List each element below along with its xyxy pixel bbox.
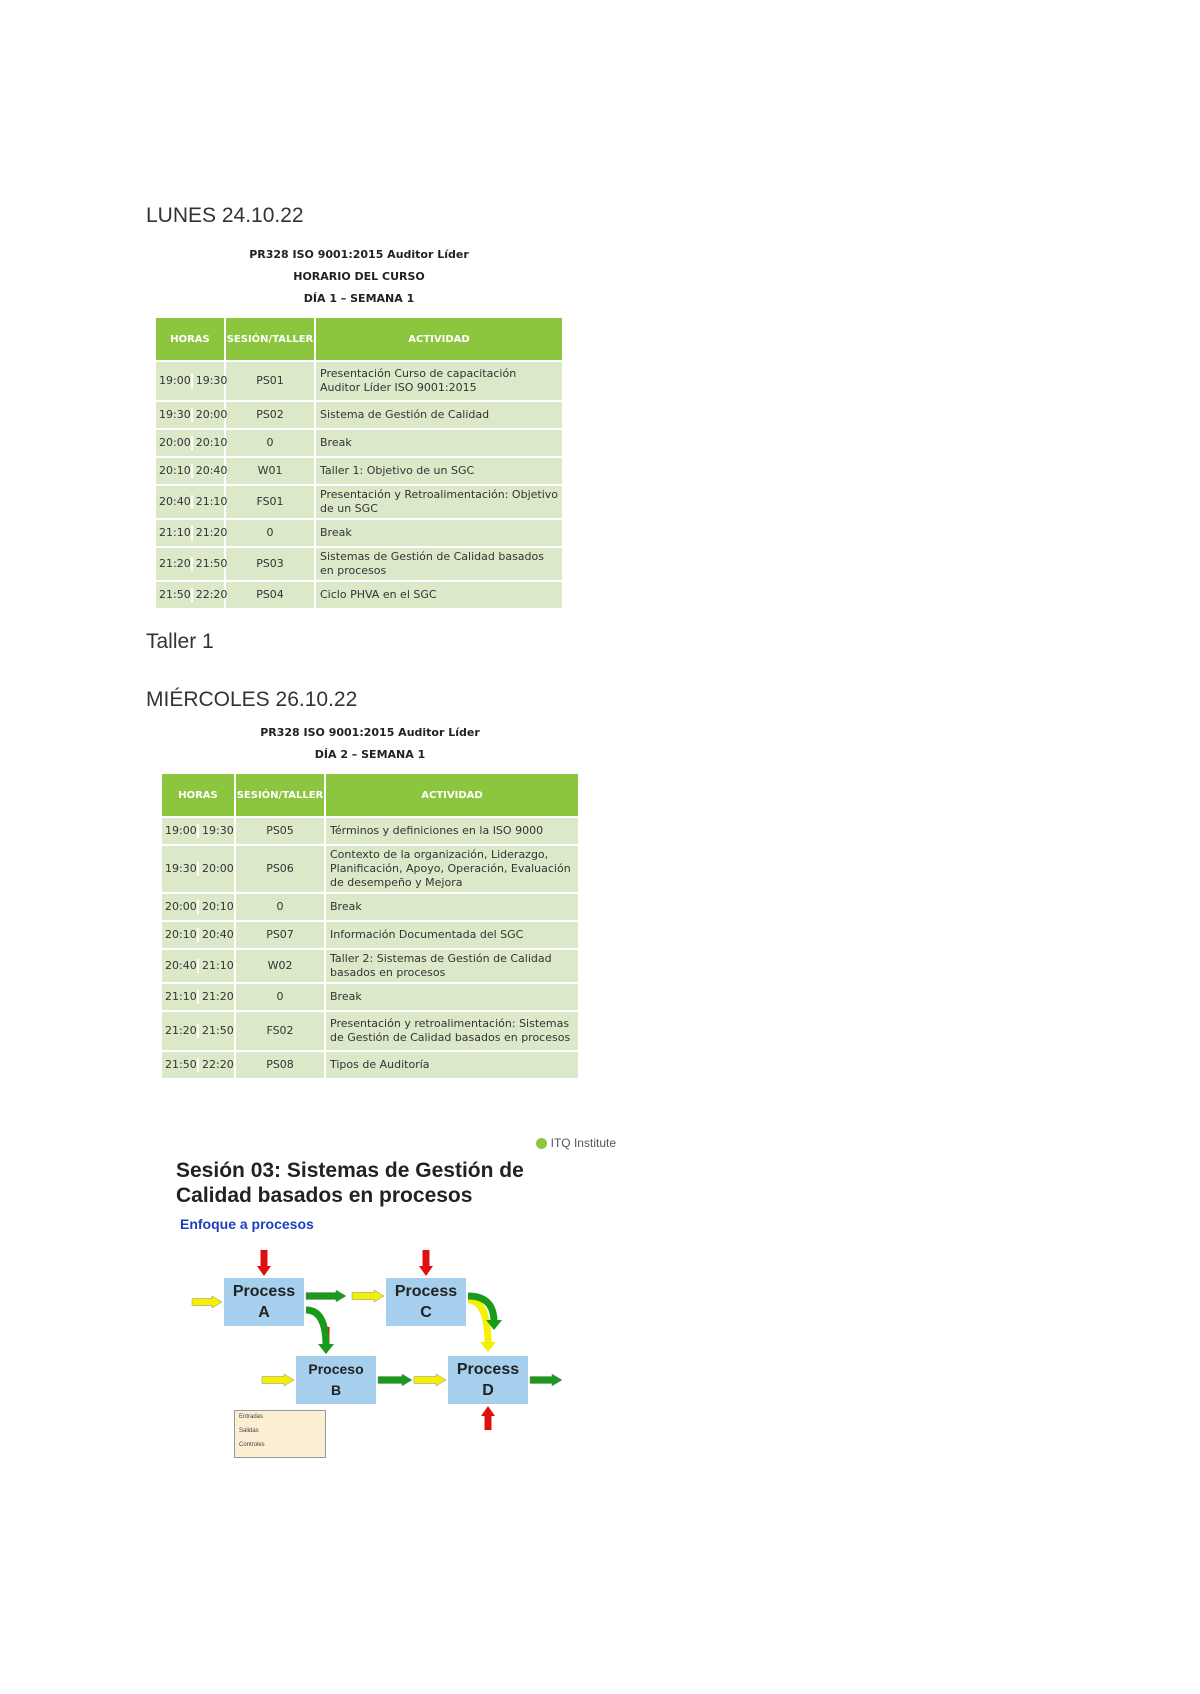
time-start: 20:10 (156, 464, 193, 478)
time-start: 21:10 (162, 990, 199, 1004)
output-arrow-a (306, 1290, 346, 1302)
day2-heading: MIÉRCOLES 26.10.22 (146, 688, 358, 711)
process-box-label: Proceso (308, 1361, 364, 1377)
schedule-table (160, 772, 580, 1080)
table-row (155, 361, 563, 401)
table-row (155, 581, 563, 609)
time-end: 22:20 (195, 588, 228, 601)
time-end: 20:40 (202, 928, 234, 941)
time-start: 20:00 (156, 436, 193, 450)
table-row (161, 817, 579, 845)
table-row (161, 1011, 579, 1051)
session-code: W01 (225, 457, 315, 485)
process-box-c (386, 1278, 466, 1326)
session-code: PS03 (225, 547, 315, 581)
session-code: PS01 (225, 361, 315, 401)
time-end: 20:00 (202, 862, 234, 875)
activity: Términos y definiciones en la ISO 9000 (325, 817, 579, 845)
time-end: 20:00 (195, 408, 228, 421)
process-box-letter: C (420, 1304, 432, 1321)
schedule-day2 (160, 722, 580, 1080)
time-start: 19:30 (162, 862, 199, 876)
column-header-sesion: SESIÓN/TALLER (225, 317, 315, 361)
activity: Break (325, 893, 579, 921)
time-start: 21:20 (162, 1024, 199, 1038)
activity: Ciclo PHVA en el SGC (315, 581, 563, 609)
session-code: FS01 (225, 485, 315, 519)
activity: Presentación y retroalimentación: Sistemas de Gestión de Calidad basados en procesos (325, 1011, 579, 1051)
column-header-horas: HORAS (155, 317, 225, 361)
time-start: 20:10 (162, 928, 199, 942)
input-curve-d-head (480, 1342, 496, 1352)
control-arrow-d (481, 1406, 495, 1430)
session-code: PS05 (235, 817, 325, 845)
input-arrow-a (192, 1296, 222, 1308)
output-curve-a (306, 1310, 326, 1346)
slide-subtitle: Enfoque a procesos (180, 1216, 314, 1232)
column-header-sesion: SESIÓN/TALLER (235, 773, 325, 817)
hours-cell (155, 429, 228, 457)
hours-cell (161, 817, 235, 845)
column-header-horas: HORAS (161, 773, 235, 817)
session-code: 0 (235, 983, 325, 1011)
table-row (155, 401, 563, 429)
process-diagram-arrows (146, 1130, 616, 1470)
process-box-letter: A (258, 1304, 270, 1321)
activity: Taller 1: Objetivo de un SGC (315, 457, 563, 485)
hours-cell (155, 401, 228, 429)
time-end: 21:50 (195, 557, 228, 570)
hours-cell (155, 361, 228, 401)
session-code: FS02 (235, 1011, 325, 1051)
hours-cell (161, 983, 235, 1011)
activity: Break (315, 519, 563, 547)
schedule-day1 (154, 244, 564, 610)
diagram-legend (234, 1410, 326, 1458)
process-box-b (296, 1356, 376, 1404)
time-end: 22:20 (202, 1058, 234, 1071)
activity: Información Documentada del SGC (325, 921, 579, 949)
process-box-d (448, 1356, 528, 1404)
taller-heading: Taller 1 (146, 630, 214, 653)
time-end: 21:20 (202, 990, 234, 1003)
output-curve-a-head (318, 1344, 334, 1354)
time-start: 21:50 (162, 1058, 199, 1072)
legend-outputs: Salidas (239, 1428, 259, 1434)
process-box-label: Process (232, 1283, 296, 1300)
hours-cell (161, 921, 235, 949)
time-end: 21:20 (195, 526, 228, 539)
time-end: 20:10 (202, 900, 234, 913)
time-end: 20:10 (195, 436, 228, 449)
schedule-title: PR328 ISO 9001:2015 Auditor Líder (260, 726, 480, 739)
column-header-actividad: ACTIVIDAD (325, 773, 579, 817)
time-end: 21:10 (195, 495, 228, 508)
hours-cell (161, 1011, 235, 1051)
hours-cell (161, 893, 235, 921)
control-arrow-a (257, 1250, 271, 1276)
column-header-actividad: ACTIVIDAD (315, 317, 563, 361)
time-start: 21:50 (156, 588, 193, 602)
activity: Sistemas de Gestión de Calidad basados en procesos (315, 547, 563, 581)
process-box-letter: B (330, 1382, 342, 1398)
hours-cell (161, 949, 235, 983)
input-arrow-d (414, 1374, 446, 1386)
time-start: 20:40 (162, 959, 199, 973)
legend-inputs: Entradas (239, 1414, 264, 1420)
input-curve-d (468, 1300, 488, 1344)
input-arrow-b (262, 1374, 294, 1386)
schedule-table (154, 316, 564, 610)
session-code: 0 (235, 893, 325, 921)
activity: Presentación Curso de capacitación Auditor Líder ISO 9001:2015 (315, 361, 563, 401)
output-arrow-b (378, 1374, 412, 1386)
table-row (161, 893, 579, 921)
session-code: PS07 (235, 921, 325, 949)
time-start: 20:40 (156, 495, 193, 509)
session-code: PS06 (235, 845, 325, 893)
table-row (161, 1051, 579, 1079)
session-code: PS08 (235, 1051, 325, 1079)
table-row (161, 845, 579, 893)
activity: Break (315, 429, 563, 457)
control-arrow-c (419, 1250, 433, 1276)
activity: Tipos de Auditoría (325, 1051, 579, 1079)
schedule-day-label: DÍA 2 – SEMANA 1 (314, 748, 426, 761)
table-row (155, 547, 563, 581)
hours-cell (161, 845, 235, 893)
legend-controls: Controles (239, 1442, 265, 1448)
hours-cell (155, 547, 228, 581)
table-row (155, 457, 563, 485)
time-start: 20:00 (162, 900, 199, 914)
time-end: 20:40 (195, 464, 228, 477)
schedule-day-label: DÍA 1 – SEMANA 1 (303, 292, 415, 305)
time-end: 19:30 (202, 824, 234, 837)
brand-text: ITQ Institute (550, 1136, 616, 1150)
time-end: 21:50 (202, 1024, 234, 1037)
process-box-a (224, 1278, 304, 1326)
time-start: 21:10 (156, 526, 193, 540)
session-code: W02 (235, 949, 325, 983)
hours-cell (155, 581, 228, 609)
session-code: 0 (225, 519, 315, 547)
time-start: 21:20 (156, 557, 193, 571)
session-code: 0 (225, 429, 315, 457)
time-start: 19:30 (156, 408, 193, 422)
time-start: 19:00 (162, 824, 199, 838)
hours-cell (155, 485, 228, 519)
schedule-title: PR328 ISO 9001:2015 Auditor Líder (249, 248, 469, 261)
slide-title: Sesión 03: Sistemas de Gestión de Calidad basados en procesos (176, 1159, 524, 1207)
time-start: 19:00 (156, 374, 193, 388)
process-box-label: Process (456, 1361, 520, 1378)
activity: Sistema de Gestión de Calidad (315, 401, 563, 429)
activity: Contexto de la organización, Liderazgo, Planificación, Apoyo, Operación, Evaluación de desempeño y Mejora (325, 845, 579, 893)
table-row (155, 429, 563, 457)
activity: Break (325, 983, 579, 1011)
input-arrow-c (352, 1290, 384, 1302)
time-end: 21:10 (202, 959, 234, 972)
process-approach-slide (146, 1130, 616, 1470)
output-arrow-d (530, 1374, 562, 1386)
table-row (161, 949, 579, 983)
table-row (161, 983, 579, 1011)
schedule-subtitle: HORARIO DEL CURSO (293, 270, 425, 283)
session-code: PS02 (225, 401, 315, 429)
process-box-letter: D (482, 1382, 494, 1399)
hours-cell (155, 519, 228, 547)
hours-cell (155, 457, 228, 485)
activity: Taller 2: Sistemas de Gestión de Calidad basados en procesos (325, 949, 579, 983)
process-box-label: Process (394, 1283, 458, 1300)
table-row (161, 921, 579, 949)
activity: Presentación y Retroalimentación: Objetivo de un SGC (315, 485, 563, 519)
hours-cell (161, 1051, 235, 1079)
time-end: 19:30 (195, 374, 228, 387)
table-row (155, 485, 563, 519)
day1-heading: LUNES 24.10.22 (146, 204, 304, 227)
table-row (155, 519, 563, 547)
session-code: PS04 (225, 581, 315, 609)
